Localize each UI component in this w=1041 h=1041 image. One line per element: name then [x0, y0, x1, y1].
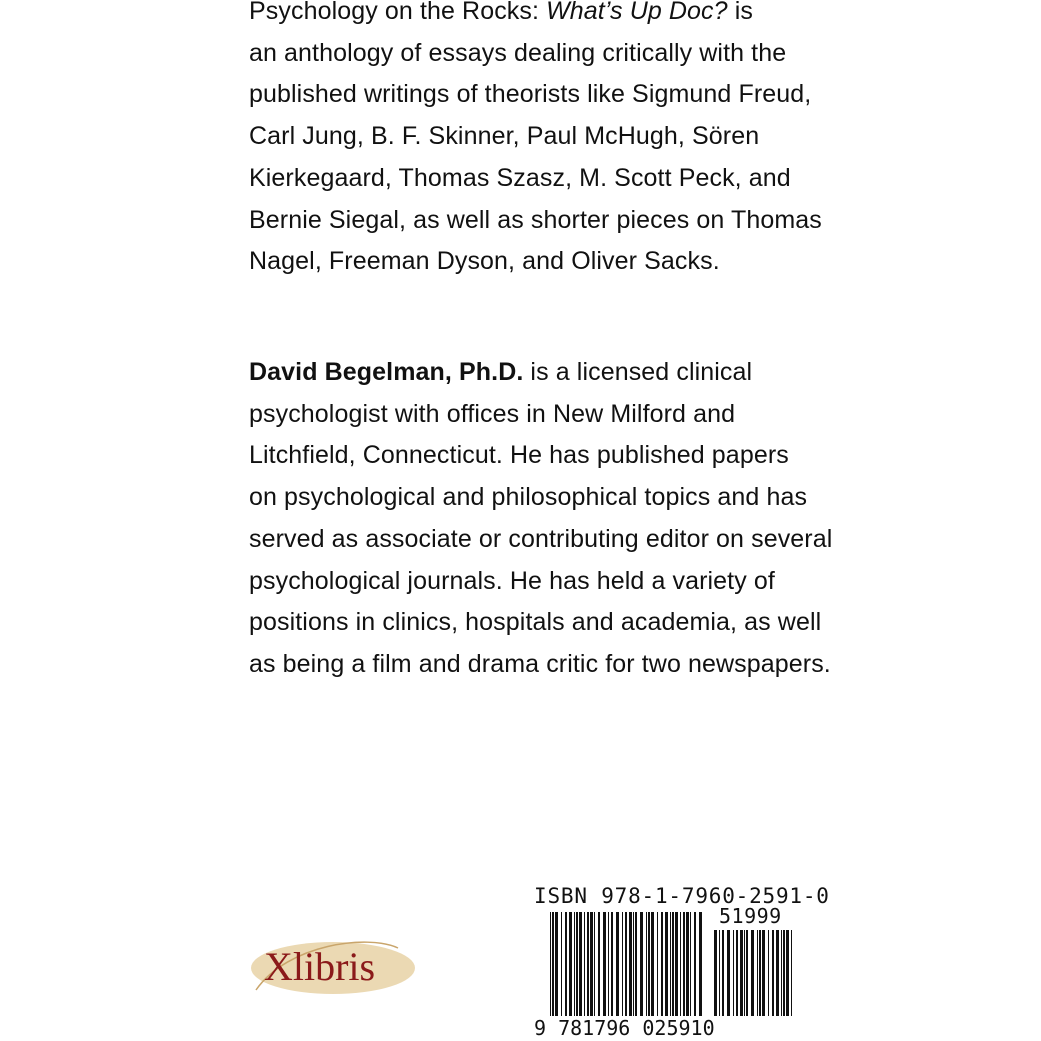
barcode-bar [670, 912, 671, 1016]
author-bio-text: psychological journals. He has held a variety of [249, 566, 775, 595]
barcode-bar [648, 912, 650, 1016]
barcode-bar [722, 930, 724, 1016]
author-bio-text: on psychological and philosophical topics and has [249, 483, 808, 512]
barcode-bar [550, 912, 551, 1016]
barcode-bar [552, 912, 554, 1016]
author-bio-text: as being a film and drama critic for two newspapers. [249, 649, 831, 678]
barcode-bar [781, 930, 782, 1016]
barcode-bar [598, 912, 600, 1016]
barcode-bar [569, 912, 572, 1016]
blurb-text: Psychology on the Rocks: [249, 0, 547, 25]
author-bio-line [249, 644, 831, 686]
blurb-text: Kierkegaard, Thomas Szasz, M. Scott Peck, and [249, 163, 791, 192]
book-blurb [249, 0, 822, 283]
barcode-bar [590, 912, 593, 1016]
barcode-bar [616, 912, 619, 1016]
barcode-bar [727, 930, 730, 1016]
barcode-bar [608, 912, 609, 1016]
blurb-text: Bernie Siegal, as well as shorter pieces on Thomas [249, 205, 822, 234]
barcode-bar [733, 930, 734, 1016]
barcode-bar [791, 930, 792, 1016]
isbn-label: ISBN 978-1-7960-2591-0 [534, 884, 830, 908]
barcode-bar [629, 912, 632, 1016]
barcode-bar [579, 912, 582, 1016]
barcode-bar [651, 912, 654, 1016]
author-bio-text: Litchfield, Connecticut. He has published papers [249, 441, 789, 470]
barcode-bar [584, 912, 585, 1016]
barcode-bar [633, 912, 634, 1016]
barcode-bar [740, 930, 743, 1016]
author-bio-line [249, 602, 822, 644]
barcode-bar [680, 912, 681, 1016]
ean-digits: 9 781796 025910 [534, 1016, 715, 1040]
blurb-line [249, 241, 809, 283]
author-bio-text: David Begelman, Ph.D. [249, 358, 524, 386]
barcode-bar [646, 912, 647, 1016]
author-bio-line [249, 561, 809, 603]
barcode-bar [690, 912, 691, 1016]
price-code: 51999 [719, 904, 782, 928]
barcode-bar [783, 930, 785, 1016]
barcode-bar [746, 930, 748, 1016]
barcode-bar [640, 912, 643, 1016]
blurb-line [249, 0, 809, 33]
author-bio-text: psychologist with offices in New Milford and [249, 399, 736, 428]
barcode-bar [751, 930, 754, 1016]
barcode-bar [576, 912, 578, 1016]
barcode-bar [675, 912, 678, 1016]
barcode-bar [762, 930, 765, 1016]
blurb-text: an anthology of essays dealing critically with the [249, 38, 787, 67]
author-bio-line [249, 394, 809, 436]
barcode-bar [744, 930, 745, 1016]
blurb-text: What’s Up Doc? [546, 0, 728, 25]
barcode-bar [665, 912, 668, 1016]
barcode-bar [686, 912, 689, 1016]
barcode-bar [587, 912, 589, 1016]
author-bio-text: positions in clinics, hospitals and academia, as well [249, 608, 822, 637]
author-bio-line [249, 477, 809, 519]
barcode-bar [574, 912, 575, 1016]
blurb-line [249, 33, 809, 75]
author-bio-line [249, 435, 809, 477]
author-bio-text: served as associate or contributing editor on several [249, 524, 833, 553]
blurb-text: is [727, 0, 753, 25]
barcode-bar [719, 930, 720, 1016]
barcode-bar [561, 912, 562, 1016]
barcode-bar [757, 930, 758, 1016]
barcode-bar [622, 912, 623, 1016]
publisher-name: Xlibris [264, 944, 376, 989]
blurb-line [249, 116, 809, 158]
author-bio-text: is a licensed clinical [523, 358, 753, 386]
barcode-bar [759, 930, 761, 1016]
publisher-logo [248, 934, 418, 998]
blurb-text: Carl Jung, B. F. Skinner, Paul McHugh, Sören [249, 122, 760, 151]
barcode-bar [565, 912, 567, 1016]
barcode-bar [714, 930, 717, 1016]
barcode-bar [672, 912, 674, 1016]
isbn-barcode [534, 884, 830, 1040]
barcode-bar [699, 912, 702, 1016]
blurb-text: published writings of theorists like Sigmund Freud, [249, 80, 812, 109]
barcode-bar [555, 912, 558, 1016]
barcode-bar [772, 930, 774, 1016]
barcode-bar [611, 912, 613, 1016]
barcode-bar [661, 912, 663, 1016]
blurb-line [249, 74, 812, 116]
barcode-bar [776, 930, 779, 1016]
barcode-bar [768, 930, 769, 1016]
blurb-line [249, 158, 809, 200]
author-bio [249, 352, 833, 686]
barcode-bar [635, 912, 637, 1016]
author-bio-line [249, 519, 833, 561]
barcode-bar [683, 912, 685, 1016]
barcode-bar [657, 912, 658, 1016]
barcode-bar [625, 912, 627, 1016]
barcode-bar [694, 912, 696, 1016]
barcode-bar [594, 912, 595, 1016]
barcode-bar [736, 930, 738, 1016]
blurb-line [249, 200, 822, 242]
author-bio-line [249, 352, 809, 394]
barcode-bar [786, 930, 789, 1016]
barcode-bar [603, 912, 606, 1016]
blurb-text: Nagel, Freeman Dyson, and Oliver Sacks. [249, 247, 720, 276]
